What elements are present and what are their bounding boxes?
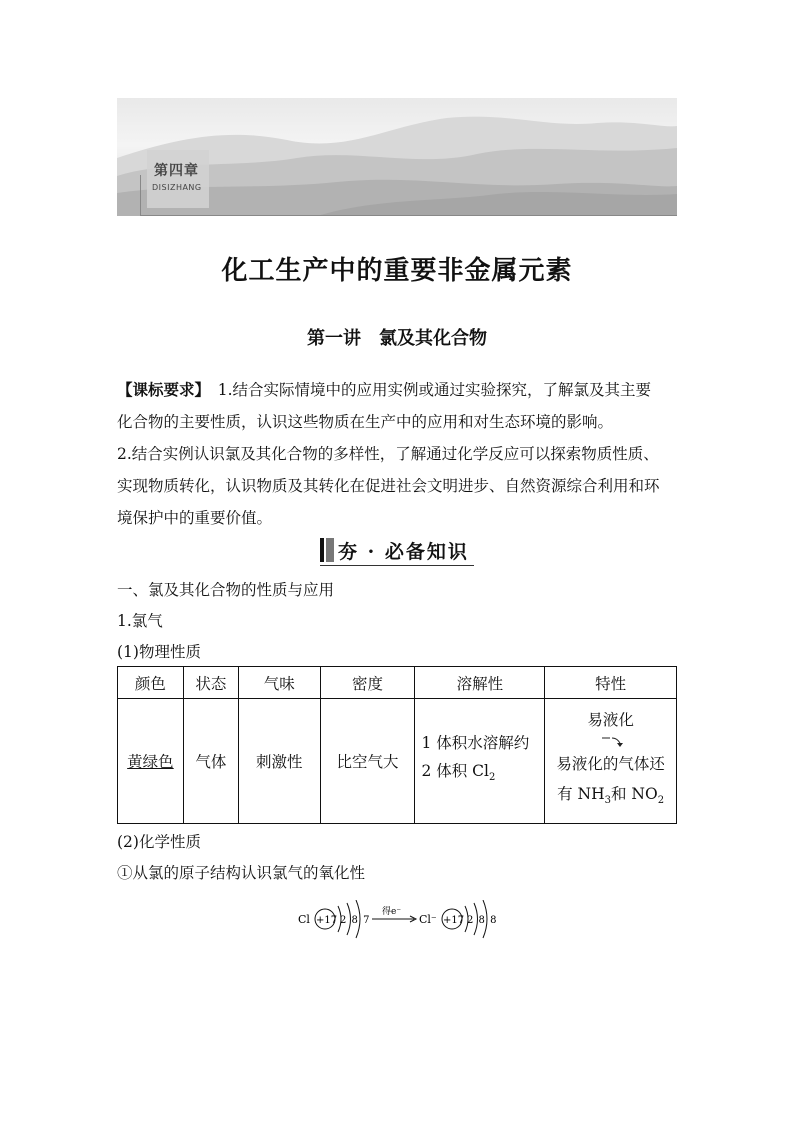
right-shell-electrons: 2 8 8 xyxy=(467,915,498,926)
atomic-structure-diagram xyxy=(296,900,506,944)
heading-oxidizing: ①从氯的原子结构认识氯气的氧化性 xyxy=(117,864,366,882)
section-bar-icon-secondary xyxy=(326,538,334,562)
chapter-pinyin: DISIZHANG xyxy=(152,183,202,192)
heading-properties: 一、氯及其化合物的性质与应用 xyxy=(117,581,335,599)
heading-physical: (1)物理性质 xyxy=(117,643,201,661)
special-text-b: 和 NO xyxy=(611,785,658,804)
heading-chemical: (2)化学性质 xyxy=(117,833,201,851)
requirements-text-1a: 1.结合实际情境中的应用实例或通过实验探究，了解氯及其主要 xyxy=(202,381,652,399)
banner-divider-horizontal xyxy=(140,215,677,216)
col-header: 颜色 xyxy=(118,667,184,699)
solubility-text: 2 体积 Cl xyxy=(421,762,489,781)
cl-atom-symbol: Cl xyxy=(298,913,310,926)
requirements-text-2a: 2.结合实例认识氯及其化合物的多样性，了解通过化学反应可以探索物质性质、 xyxy=(117,445,659,463)
cell-density: 比空气大 xyxy=(320,699,415,824)
requirements-label: 【课标要求】 xyxy=(117,380,203,399)
special-line-2: 易液化的气体还 xyxy=(556,755,665,774)
down-arrow-icon xyxy=(545,735,676,749)
section-bar-icon xyxy=(320,538,324,562)
chapter-title: 第四章 xyxy=(154,163,199,179)
cell-color xyxy=(118,699,184,824)
col-header: 密度 xyxy=(320,667,415,699)
special-line-3 xyxy=(545,779,676,816)
requirements-text-2b: 实现物质转化，认识物质及其转化在促进社会文明进步、自然资源综合利用和环 xyxy=(117,477,660,495)
col-header: 溶解性 xyxy=(415,667,545,699)
requirements-text-1b: 化合物的主要性质，认识这些物质在生产中的应用和对生态环境的影响。 xyxy=(117,413,614,431)
section-heading-text: 夯 · 必备知识 xyxy=(338,541,469,563)
col-header: 气味 xyxy=(238,667,320,699)
special-sub-2: 2 xyxy=(657,795,665,807)
physical-properties-table xyxy=(117,666,677,824)
solubility-line-2 xyxy=(421,757,544,792)
cell-special xyxy=(545,699,677,824)
requirements-paragraph xyxy=(117,374,677,534)
section-underline xyxy=(320,565,474,566)
cell-state: 气体 xyxy=(183,699,238,824)
solubility-line-1: 1 体积水溶解约 xyxy=(421,734,530,753)
table-header-row xyxy=(118,667,677,699)
main-title: 化工生产中的重要非金属元素 xyxy=(221,256,573,286)
cell-odor: 刺激性 xyxy=(238,699,320,824)
arrow-label: 得e⁻ xyxy=(382,907,402,917)
requirements-text-2c: 境保护中的重要价值。 xyxy=(117,509,273,527)
cell-solubility xyxy=(415,699,545,824)
col-header: 特性 xyxy=(545,667,677,699)
banner-divider-vertical xyxy=(140,175,141,215)
left-shell-electrons: 2 8 7 xyxy=(340,915,371,926)
section-heading xyxy=(320,536,472,564)
color-value: 黄绿色 xyxy=(127,753,174,771)
ion-nucleus-charge: +17 xyxy=(443,915,465,926)
heading-chlorine: 1.氯气 xyxy=(117,612,163,630)
col-header: 状态 xyxy=(183,667,238,699)
lecture-title: 第一讲 氯及其化合物 xyxy=(307,328,487,349)
special-sub-1: 3 xyxy=(604,795,611,807)
cl-ion-symbol: Cl⁻ xyxy=(419,913,437,926)
special-text-a: 有 NH xyxy=(557,785,605,804)
special-line-1: 易液化 xyxy=(587,711,634,730)
table-row xyxy=(118,699,677,824)
nucleus-charge: +17 xyxy=(316,915,338,926)
solubility-subscript: 2 xyxy=(488,772,496,784)
